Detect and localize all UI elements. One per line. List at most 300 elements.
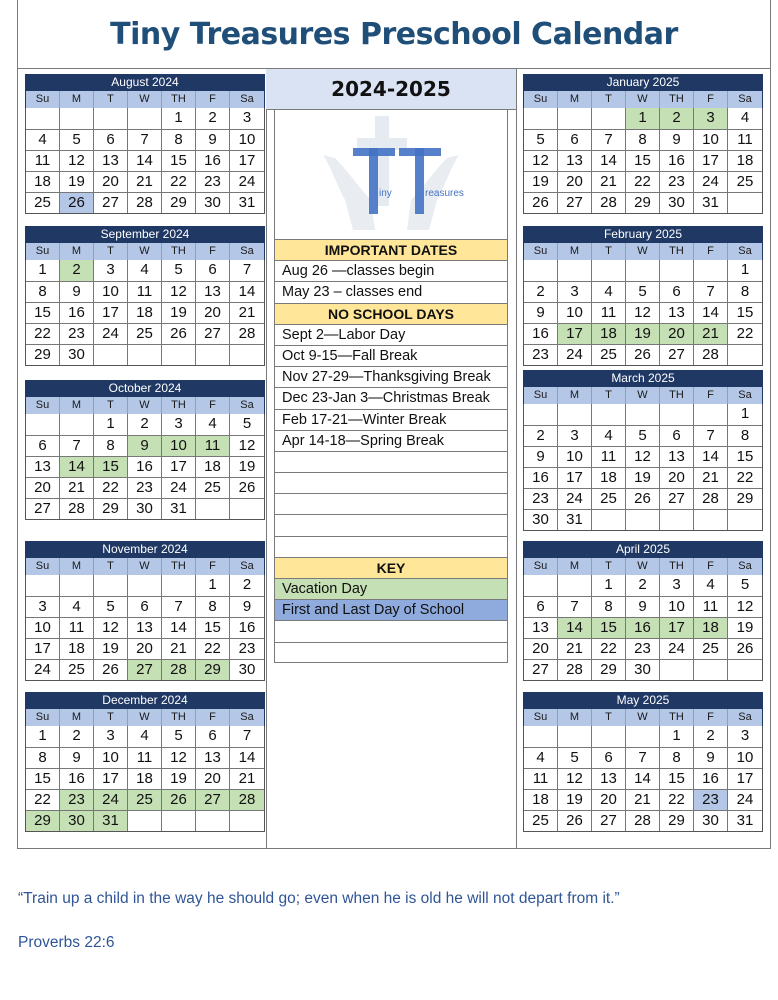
week-row	[26, 129, 264, 150]
day-cell: 12	[626, 303, 660, 323]
day-cell: 25	[128, 324, 162, 344]
day-cell: 15	[736, 448, 754, 465]
empty-day-cell	[694, 510, 728, 530]
day-cell: 11	[592, 303, 626, 323]
week-row	[26, 344, 264, 365]
empty-day-cell	[94, 575, 128, 596]
day-cell: 29	[26, 345, 60, 365]
day-cell: 21	[626, 790, 660, 810]
day-cell: 23	[694, 790, 728, 810]
day-cell: 26	[162, 324, 196, 344]
day-cell: 13	[524, 618, 558, 638]
day-cell: 5	[162, 260, 196, 281]
day-cell: 6	[128, 597, 162, 617]
day-cell: 11	[694, 597, 728, 617]
day-cell: 26	[162, 790, 196, 810]
day-cell: 17	[26, 639, 60, 659]
empty-day-cell	[230, 811, 264, 831]
empty-day-cell	[162, 811, 196, 831]
day-cell: 24	[94, 324, 128, 344]
day-cell: 10	[162, 436, 196, 456]
day-cell: 14	[238, 749, 256, 766]
week-row	[26, 768, 264, 789]
day-cell: 21	[694, 468, 728, 488]
section-heading: NO SCHOOL DAYS	[275, 303, 507, 324]
day-cell: 13	[128, 618, 162, 638]
day-cell: 15	[26, 303, 60, 323]
info-row: Oct 9-15—Fall Break	[275, 345, 507, 366]
day-cell: 25	[736, 173, 754, 190]
day-cell: 8	[660, 748, 694, 768]
weekday-label: T	[592, 709, 626, 726]
weekday-label: Su	[524, 243, 558, 260]
week-row	[26, 260, 264, 281]
day-cell: 26	[626, 345, 660, 365]
day-cell: 8	[740, 283, 750, 300]
week-row	[524, 108, 762, 129]
weekday-label: W	[128, 91, 162, 108]
week-row	[524, 192, 762, 213]
empty-day-cell	[162, 575, 196, 596]
day-cell: 25	[592, 345, 626, 365]
weekday-label: T	[592, 91, 626, 108]
month-title: November 2024	[25, 541, 265, 558]
weekday-label: Sa	[240, 93, 254, 105]
day-cell: 7	[162, 597, 196, 617]
weekday-label: F	[196, 558, 230, 575]
section-heading: IMPORTANT DATES	[275, 239, 507, 260]
week-row	[524, 488, 762, 509]
day-cell: 8	[196, 597, 230, 617]
day-cell: 5	[242, 415, 252, 432]
weeks	[25, 575, 265, 681]
day-cell: 29	[162, 193, 196, 213]
day-cell: 12	[626, 447, 660, 467]
day-cell: 8	[740, 427, 750, 444]
weekday-label: T	[94, 558, 128, 575]
day-cell: 12	[238, 437, 256, 454]
weekday-label: M	[60, 243, 94, 260]
weekday-label: F	[196, 397, 230, 414]
day-cell: 13	[660, 303, 694, 323]
day-cell: 14	[592, 151, 626, 171]
day-cell: 27	[660, 345, 694, 365]
day-cell: 1	[196, 575, 230, 596]
day-cell: 24	[162, 478, 196, 498]
week-row	[524, 509, 762, 530]
empty-day-cell	[60, 108, 94, 129]
day-cell: 16	[694, 769, 728, 789]
day-cell: 17	[694, 151, 728, 171]
day-cell: 25	[196, 478, 230, 498]
weekday-label: T	[94, 709, 128, 726]
day-cell: 2	[694, 726, 728, 747]
day-cell: 6	[558, 130, 592, 150]
day-cell: 10	[238, 131, 256, 148]
day-cell: 12	[736, 598, 754, 615]
day-cell: 15	[592, 618, 626, 638]
day-cell: 21	[60, 478, 94, 498]
week-row	[524, 659, 762, 680]
day-cell: 2	[524, 282, 558, 302]
day-cell: 24	[660, 639, 694, 659]
day-cell: 17	[558, 324, 592, 344]
day-cell: 17	[736, 770, 754, 787]
day-cell: 14	[238, 283, 256, 300]
day-cell: 18	[524, 790, 558, 810]
week-row	[524, 446, 762, 467]
week-row	[26, 659, 264, 680]
day-cell: 2	[196, 108, 230, 129]
day-cell: 24	[736, 791, 754, 808]
day-cell: 27	[26, 499, 60, 519]
day-cell: 4	[592, 282, 626, 302]
day-cell: 3	[94, 726, 128, 747]
weekday-label: Sa	[240, 711, 254, 723]
week-row	[524, 726, 762, 747]
day-cell: 23	[238, 640, 256, 657]
week-row	[524, 575, 762, 596]
day-cell: 31	[238, 194, 256, 211]
day-cell: 3	[26, 597, 60, 617]
empty-day-cell	[592, 404, 626, 425]
empty-day-cell	[558, 260, 592, 281]
empty-day-cell	[196, 345, 230, 365]
weekday-label: M	[60, 91, 94, 108]
day-cell: 24	[238, 173, 256, 190]
day-cell: 29	[196, 660, 230, 680]
weekday-label: F	[694, 558, 728, 575]
empty-day-cell	[558, 404, 592, 425]
empty-day-cell	[694, 660, 728, 680]
day-cell: 8	[162, 130, 196, 150]
day-cell: 2	[660, 108, 694, 129]
week-row	[524, 638, 762, 659]
logo-hands-cross-icon	[275, 110, 507, 237]
weekday-label: T	[592, 243, 626, 260]
day-cell: 24	[94, 790, 128, 810]
day-cell: 4	[196, 414, 230, 435]
weekday-label: F	[196, 709, 230, 726]
day-cell: 30	[60, 345, 94, 365]
empty-day-cell	[26, 414, 60, 435]
day-cell: 18	[592, 468, 626, 488]
weekday-label: W	[128, 397, 162, 414]
info-row: First and Last Day of School	[275, 599, 507, 620]
day-cell: 10	[736, 749, 754, 766]
day-cell: 11	[26, 151, 60, 171]
week-row	[26, 498, 264, 519]
day-cell: 29	[736, 490, 754, 507]
weekday-label: Su	[26, 397, 60, 414]
empty-day-cell	[94, 345, 128, 365]
weekday-label: Sa	[240, 399, 254, 411]
svg-text:reasures: reasures	[425, 188, 464, 199]
weekday-label: Sa	[240, 560, 254, 572]
day-cell: 26	[736, 640, 754, 657]
week-row	[26, 810, 264, 831]
info-row: Vacation Day	[275, 578, 507, 599]
week-row	[524, 768, 762, 789]
day-cell: 12	[60, 151, 94, 171]
day-cell: 18	[196, 457, 230, 477]
empty-day-cell	[524, 726, 558, 747]
month-april-2025	[523, 541, 763, 681]
section-heading: KEY	[275, 557, 507, 578]
weekday-header-row	[25, 91, 265, 108]
day-cell: 25	[592, 489, 626, 509]
week-row	[524, 789, 762, 810]
day-cell: 26	[524, 193, 558, 213]
week-row	[26, 302, 264, 323]
day-cell: 29	[94, 499, 128, 519]
day-cell: 5	[626, 426, 660, 446]
day-cell: 16	[196, 151, 230, 171]
day-cell: 21	[694, 324, 728, 344]
empty-day-cell	[128, 345, 162, 365]
day-cell: 5	[626, 282, 660, 302]
day-cell: 20	[524, 639, 558, 659]
weekday-header-row	[523, 558, 763, 575]
day-cell: 4	[524, 748, 558, 768]
day-cell: 25	[128, 790, 162, 810]
day-cell: 22	[736, 469, 754, 486]
day-cell: 11	[128, 748, 162, 768]
week-row	[524, 404, 762, 425]
day-cell: 31	[736, 812, 754, 829]
day-cell: 11	[737, 131, 753, 148]
weekday-label: Sa	[738, 389, 752, 401]
day-cell: 7	[60, 436, 94, 456]
day-cell: 20	[196, 303, 230, 323]
weekday-label: M	[558, 558, 592, 575]
day-cell: 7	[242, 261, 252, 278]
day-cell: 19	[626, 468, 660, 488]
empty-day-cell	[196, 499, 230, 519]
day-cell: 23	[60, 324, 94, 344]
week-row	[26, 638, 264, 659]
day-cell: 1	[26, 726, 60, 747]
day-cell: 19	[94, 639, 128, 659]
day-cell: 20	[128, 639, 162, 659]
week-row	[524, 171, 762, 192]
day-cell: 1	[162, 108, 196, 129]
day-cell: 10	[558, 447, 592, 467]
day-cell: 30	[238, 661, 256, 678]
month-title: February 2025	[523, 226, 763, 243]
day-cell: 15	[196, 618, 230, 638]
day-cell: 24	[694, 172, 728, 192]
day-cell: 31	[558, 510, 592, 530]
day-cell: 4	[26, 130, 60, 150]
empty-day-cell	[694, 404, 728, 425]
month-september-2024	[25, 226, 265, 366]
empty-day-cell	[592, 726, 626, 747]
weekday-label: Su	[524, 558, 558, 575]
weekday-label: TH	[660, 387, 694, 404]
empty-row	[275, 451, 507, 472]
info-row: Feb 17-21—Winter Break	[275, 409, 507, 430]
week-row	[26, 477, 264, 498]
school-year-box	[266, 69, 516, 110]
day-cell: 26	[626, 489, 660, 509]
empty-day-cell	[660, 510, 694, 530]
weeks	[523, 404, 763, 531]
empty-row	[275, 472, 507, 493]
day-cell: 3	[94, 260, 128, 281]
weekday-label: Sa	[738, 711, 752, 723]
day-cell: 2	[242, 576, 252, 593]
day-cell: 27	[558, 193, 592, 213]
day-cell: 30	[694, 811, 728, 831]
weeks	[523, 260, 763, 366]
weekday-label: W	[128, 709, 162, 726]
week-row	[524, 596, 762, 617]
day-cell: 22	[736, 325, 754, 342]
empty-day-cell	[26, 108, 60, 129]
day-cell: 20	[660, 324, 694, 344]
day-cell: 7	[592, 130, 626, 150]
month-title: September 2024	[25, 226, 265, 243]
month-title: August 2024	[25, 74, 265, 91]
day-cell: 5	[162, 726, 196, 747]
day-cell: 14	[128, 151, 162, 171]
day-cell: 13	[592, 769, 626, 789]
weekday-label: F	[694, 387, 728, 404]
day-cell: 23	[128, 478, 162, 498]
weekday-label: W	[626, 243, 660, 260]
empty-day-cell	[558, 108, 592, 129]
week-row	[524, 617, 762, 638]
day-cell: 27	[94, 193, 128, 213]
weekday-label: Su	[26, 558, 60, 575]
empty-day-cell	[524, 575, 558, 596]
month-title: May 2025	[523, 692, 763, 709]
day-cell: 8	[592, 597, 626, 617]
weeks	[523, 108, 763, 214]
day-cell: 7	[694, 282, 728, 302]
day-cell: 28	[128, 193, 162, 213]
day-cell: 16	[626, 618, 660, 638]
day-cell: 10	[26, 618, 60, 638]
day-cell: 14	[60, 457, 94, 477]
day-cell: 30	[626, 660, 660, 680]
empty-day-cell	[592, 108, 626, 129]
day-cell: 18	[128, 769, 162, 789]
empty-row	[275, 642, 507, 663]
empty-day-cell	[524, 108, 558, 129]
weekday-label: M	[60, 397, 94, 414]
day-cell: 6	[592, 748, 626, 768]
week-row	[524, 150, 762, 171]
day-cell: 22	[94, 478, 128, 498]
week-row	[26, 414, 264, 435]
day-cell: 22	[626, 172, 660, 192]
empty-day-cell	[558, 575, 592, 596]
day-cell: 23	[196, 172, 230, 192]
day-cell: 9	[60, 282, 94, 302]
weeks	[25, 260, 265, 366]
day-cell: 10	[94, 282, 128, 302]
weekday-label: W	[626, 709, 660, 726]
info-row: Sept 2—Labor Day	[275, 324, 507, 345]
day-cell: 17	[94, 769, 128, 789]
weeks	[523, 726, 763, 832]
weekday-label: M	[558, 387, 592, 404]
day-cell: 26	[238, 479, 256, 496]
day-cell: 8	[26, 748, 60, 768]
day-cell: 1	[740, 261, 750, 278]
week-row	[26, 596, 264, 617]
day-cell: 28	[694, 345, 728, 365]
day-cell: 13	[94, 151, 128, 171]
day-cell: 12	[558, 769, 592, 789]
empty-day-cell	[60, 575, 94, 596]
day-cell: 23	[660, 172, 694, 192]
weekday-label: Sa	[738, 560, 752, 572]
empty-day-cell	[660, 404, 694, 425]
day-cell: 18	[60, 639, 94, 659]
day-cell: 3	[162, 414, 196, 435]
day-cell: 13	[26, 457, 60, 477]
day-cell: 21	[592, 172, 626, 192]
weekday-label: Sa	[240, 245, 254, 257]
day-cell: 2	[60, 726, 94, 747]
info-row: Nov 27-29—Thanksgiving Break	[275, 366, 507, 387]
day-cell: 9	[524, 303, 558, 323]
day-cell: 21	[162, 639, 196, 659]
day-cell: 14	[626, 769, 660, 789]
day-cell: 9	[242, 598, 252, 615]
empty-day-cell	[694, 260, 728, 281]
week-row	[26, 726, 264, 747]
empty-day-cell	[230, 499, 264, 519]
day-cell: 17	[238, 152, 256, 169]
day-cell: 30	[128, 499, 162, 519]
month-title: January 2025	[523, 74, 763, 91]
day-cell: 1	[26, 260, 60, 281]
day-cell: 28	[162, 660, 196, 680]
weekday-label: TH	[660, 558, 694, 575]
day-cell: 11	[60, 618, 94, 638]
day-cell: 11	[128, 282, 162, 302]
day-cell: 16	[238, 619, 256, 636]
day-cell: 2	[524, 426, 558, 446]
weekday-label: F	[694, 243, 728, 260]
day-cell: 11	[592, 447, 626, 467]
weekday-label: Su	[26, 709, 60, 726]
column-divider-right	[516, 68, 517, 849]
day-cell: 5	[94, 597, 128, 617]
week-row	[524, 260, 762, 281]
week-row	[524, 425, 762, 446]
day-cell: 27	[196, 324, 230, 344]
day-cell: 19	[524, 172, 558, 192]
info-row: May 23 – classes end	[275, 281, 507, 302]
day-cell: 12	[162, 748, 196, 768]
day-cell: 6	[26, 436, 60, 456]
day-cell: 3	[242, 109, 252, 126]
day-cell: 10	[558, 303, 592, 323]
weekday-header-row	[25, 558, 265, 575]
weekday-label: TH	[162, 558, 196, 575]
week-row	[524, 810, 762, 831]
empty-day-cell	[728, 345, 762, 365]
day-cell: 18	[736, 152, 754, 169]
day-cell: 18	[128, 303, 162, 323]
day-cell: 18	[592, 324, 626, 344]
month-title: April 2025	[523, 541, 763, 558]
